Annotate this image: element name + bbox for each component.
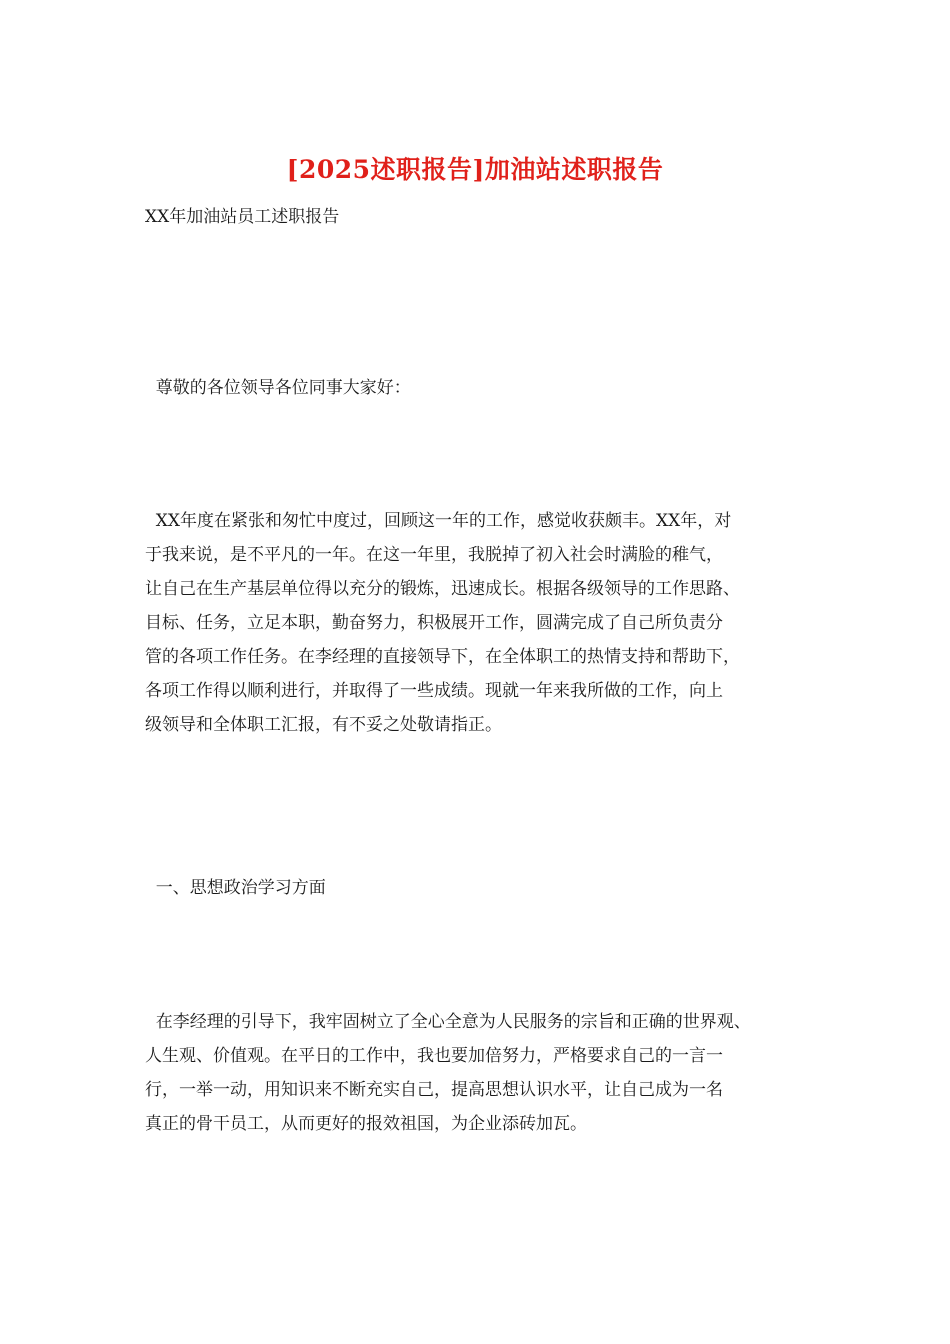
- paragraph-political-study: [145, 1005, 825, 1141]
- document-title: [2025述职报告]加油站述职报告: [286, 155, 664, 184]
- document-subtitle: XX年加油站员工述职报告: [145, 207, 340, 227]
- paragraph-line: 于我来说，是不平凡的一年。在这一年里，我脱掉了初入社会时满脸的稚气，: [145, 545, 723, 565]
- paragraph-line: 人生观、价值观。在平日的工作中，我也要加倍努力，严格要求自己的一言一: [145, 1046, 723, 1066]
- paragraph-line: 真正的骨干员工，从而更好的报效祖国，为企业添砖加瓦。: [145, 1114, 587, 1134]
- salutation: 尊敬的各位领导各位同事大家好：: [145, 378, 411, 398]
- paragraph-line: 目标、任务，立足本职，勤奋努力，积极展开工作，圆满完成了自己所负责分: [145, 613, 723, 633]
- paragraph-line: 各项工作得以顺利进行，并取得了一些成绩。现就一年来我所做的工作，向上: [145, 681, 723, 701]
- section-heading: 一、思想政治学习方面: [145, 878, 326, 898]
- paragraph-line: XX年度在紧张和匆忙中度过，回顾这一年的工作，感觉收获颇丰。XX年，对: [145, 511, 732, 531]
- paragraph-line: 管的各项工作任务。在李经理的直接领导下，在全体职工的热情支持和帮助下，: [145, 647, 740, 667]
- paragraph-line: 在李经理的引导下，我牢固树立了全心全意为人民服务的宗旨和正确的世界观、: [145, 1012, 751, 1032]
- paragraph-intro: [145, 504, 825, 742]
- paragraph-line: 级领导和全体职工汇报，有不妥之处敬请指正。: [145, 715, 502, 735]
- paragraph-line: 让自己在生产基层单位得以充分的锻炼，迅速成长。根据各级领导的工作思路、: [145, 579, 740, 599]
- paragraph-line: 行，一举一动，用知识来不断充实自己，提高思想认识水平，让自己成为一名: [145, 1080, 723, 1100]
